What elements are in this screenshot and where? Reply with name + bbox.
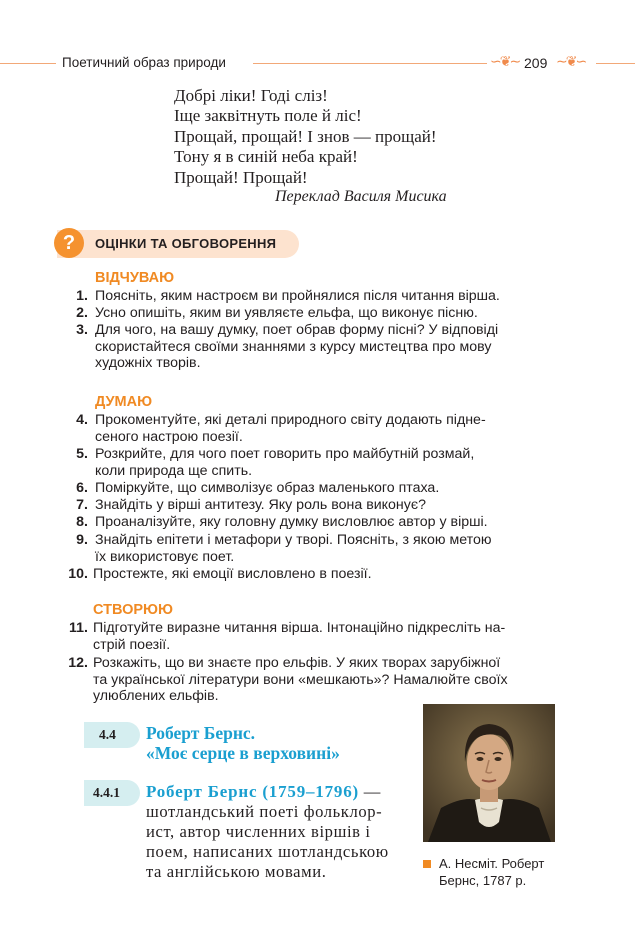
question-text: Поміркуйте, що символізує образ маленького птаха. [95,480,440,496]
question-number: 12. [68,655,88,671]
question-text: Простежте, які емоції висловлено в поезії. [93,566,372,582]
translation-attribution: Переклад Василя Мисика [275,188,447,205]
poem-line: Добрі ліки! Годі сліз! [174,86,328,105]
author-name: Роберт Бернс (1759–1796) [146,782,359,801]
robert-burns-portrait [423,704,555,842]
portrait-caption: А. Несміт. Роберт Бернс, 1787 р. [423,855,544,889]
question-number: 3. [76,322,88,338]
question-text: Знайдіть епітети і метафори у творі. Поясніть, з якою метою їх використовує поет. [95,532,492,565]
question-text: Підготуйте виразне читання вірша. Інтонаційно підкресліть на- стрій поезії. [93,620,506,653]
question-number: 1. [76,288,88,304]
question-number: 2. [76,305,88,321]
group-heading-feel: ВІДЧУВАЮ [95,270,175,286]
caption-marker-icon [423,860,431,868]
header-rule-right [596,63,635,64]
author-bio: Роберт Бернс (1759–1796) — шотландський поеті фольклор- ист, автор численних віршів і поем, написаних шотландською та англійською мовами. [146,782,389,881]
question-number: 4. [76,412,88,428]
question-icon: ? [54,228,84,258]
header-rule-middle [253,63,487,64]
poem-line: Прощай, прощай! І знов — прощай! [174,126,437,146]
question-number: 8. [76,514,88,530]
group-heading-create: СТВОРЮЮ [93,602,173,618]
poem-line: Тону я в синій неба край! [174,147,358,167]
poem-line: Прощай! Прощай! [174,167,308,187]
question-text: Для чого, на вашу думку, поет обрав форму пісні? У відповіді скористайтеся своїми знаннями з курсу мистецтва про мову художніх творів. [95,322,499,372]
poem-stanza [174,86,437,188]
question-text: Розкажіть, що ви знаєте про ельфів. У яких творах зарубіжної та української літератури вони «мешкають»? Намалюйте своїх улюблених ельфів. [93,655,508,705]
section-title: ОЦІНКИ ТА ОБГОВОРЕННЯ [95,236,277,251]
subtopic-number: 4.4.1 [93,785,120,800]
question-text: Поясніть, яким настроєм ви пройнялися після читання вірша. [95,288,500,304]
ornament-right-icon: ∼❦∽ [556,53,586,69]
question-number: 10. [68,566,88,582]
question-number: 5. [76,446,88,462]
question-text: Прокоментуйте, які деталі природного світу додають підне- сеного настрою поезії. [95,412,486,445]
ornament-left-icon: ∽❦∼ [490,53,520,69]
header-rule-left [0,63,56,64]
question-number: 7. [76,497,88,513]
poem-line: Іще заквітнуть поле й ліс! [174,106,362,126]
group-heading-think: ДУМАЮ [95,394,153,410]
question-text: Проаналізуйте, яку головну думку висловлює автор у вірші. [95,514,488,530]
topic-number: 4.4 [99,727,116,742]
question-number: 6. [76,480,88,496]
question-number: 11. [69,620,88,636]
running-header-title: Поетичний образ природи [62,55,226,70]
question-text: Розкрийте, для чого поет говорить про майбутній розмай, коли природа ще спить. [95,446,475,479]
page-number: 209 [524,55,548,71]
question-text: Усно опишіть, яким ви уявляєте ельфа, що виконує пісню. [95,305,478,321]
question-text: Знайдіть у вірші антитезу. Яку роль вона виконує? [95,497,426,513]
question-number: 9. [76,532,88,548]
topic-title: Роберт Бернс. «Моє серце в верховині» [146,723,340,763]
